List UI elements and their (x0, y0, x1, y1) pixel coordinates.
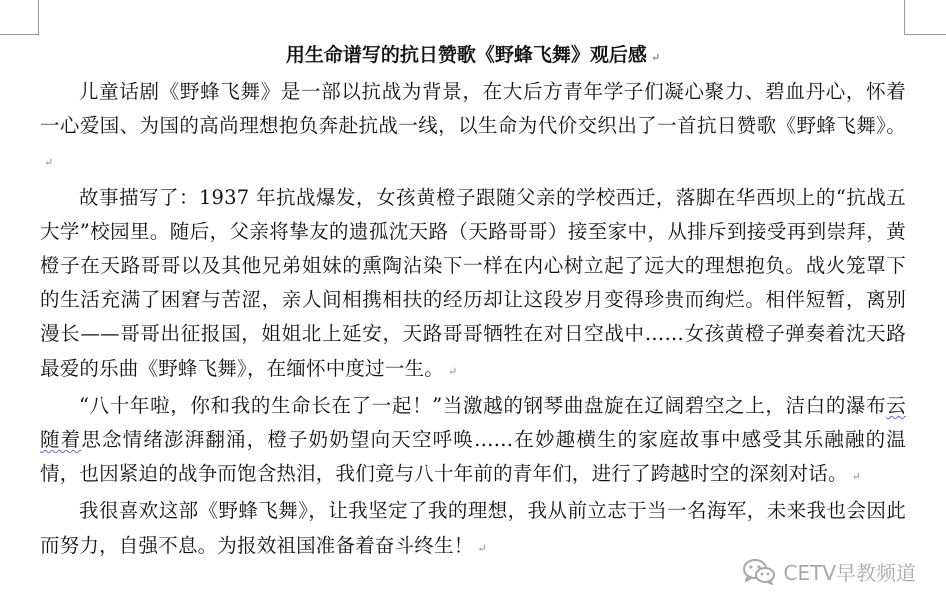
paragraph-2-text: 故事描写了：1937 年抗战爆发，女孩黄橙子跟随父亲的学校西迁，落脚在华西坝上的“抗战五大学”校园里。随后，父亲将挚友的遗孤沈天路（天路哥哥）接至家中，从排斥到接受再到崇拜，黄橙子在天路哥哥以及其他兄弟姐妹的熏陶沾染下一样在内心树立起了远大的理想抱负。战火笼罩下的生活充满了困窘与苦涩，亲人间相携相扶的经历却让这段岁月变得珍贵而绚烂。相伴短暂，离别漫长——哥哥出征报国，姐姐北上延安，天路哥哥牺牲在对日空战中……女孩黄橙子弹奏着沈天路最爱的乐曲《野蜂飞舞》，在缅怀中度过一生。 (40, 185, 906, 380)
paragraph-4-text: 我很喜欢这部《野蜂飞舞》，让我坚定了我的理想，我从前立志于当一名海军，未来我也会因此而努力，自强不息。为报效祖国准备着奋斗终生！ (40, 499, 906, 557)
paragraph-4 (40, 494, 906, 565)
paragraph-mark-icon: ↵ (447, 364, 458, 378)
spellcheck-underlined-text[interactable]: 云随着 (40, 393, 906, 452)
paragraph-3-text-before: “八十年啦，你和我的生命长在了一起！”当激越的钢琴曲盘旋在辽阔碧空之上，洁白的瀑布 (79, 393, 887, 417)
watermark (742, 557, 917, 586)
document-body[interactable] (40, 38, 906, 566)
paragraph-3 (40, 389, 906, 495)
watermark-text: CETV早教频道 (783, 561, 916, 585)
paragraph-2 (40, 181, 906, 389)
paragraph-mark-icon: ↵ (650, 51, 661, 64)
paragraph-mark-icon: ↵ (44, 156, 54, 170)
paragraph-1-text: 儿童话剧《野蜂飞舞》是一部以抗战为背景，在大后方青年学子们凝心聚力、碧血丹心，怀着一心爱国、为国的高尚理想抱负奔赴抗战一线，以生命为代价交织出了一首抗日赞歌《野蜂飞舞》。 (40, 80, 906, 138)
paragraph-1 (40, 75, 906, 181)
paragraph-mark-icon: ↵ (477, 541, 487, 555)
crop-mark-top-right-horizontal (904, 34, 946, 35)
document-title-text: 用生命谱写的抗日赞歌《野蜂飞舞》观后感 (285, 44, 647, 66)
crop-mark-top-left-horizontal (0, 34, 38, 35)
document-title (40, 38, 906, 75)
paragraph-mark-icon: ↵ (851, 470, 862, 484)
crop-mark-top-left-vertical (38, 0, 39, 35)
wechat-icon (742, 558, 776, 586)
crop-mark-top-right-vertical (904, 0, 905, 35)
paragraph-3-text-after: 思念情绪澎湃翻涌，橙子奶奶望向天空呼唤……在妙趣横生的家庭故事中感受其乐融融的温情，也因紧迫的战争而饱含热泪，我们竟与八十年前的青年们，进行了跨越时空的深刻对话。 (40, 428, 906, 486)
